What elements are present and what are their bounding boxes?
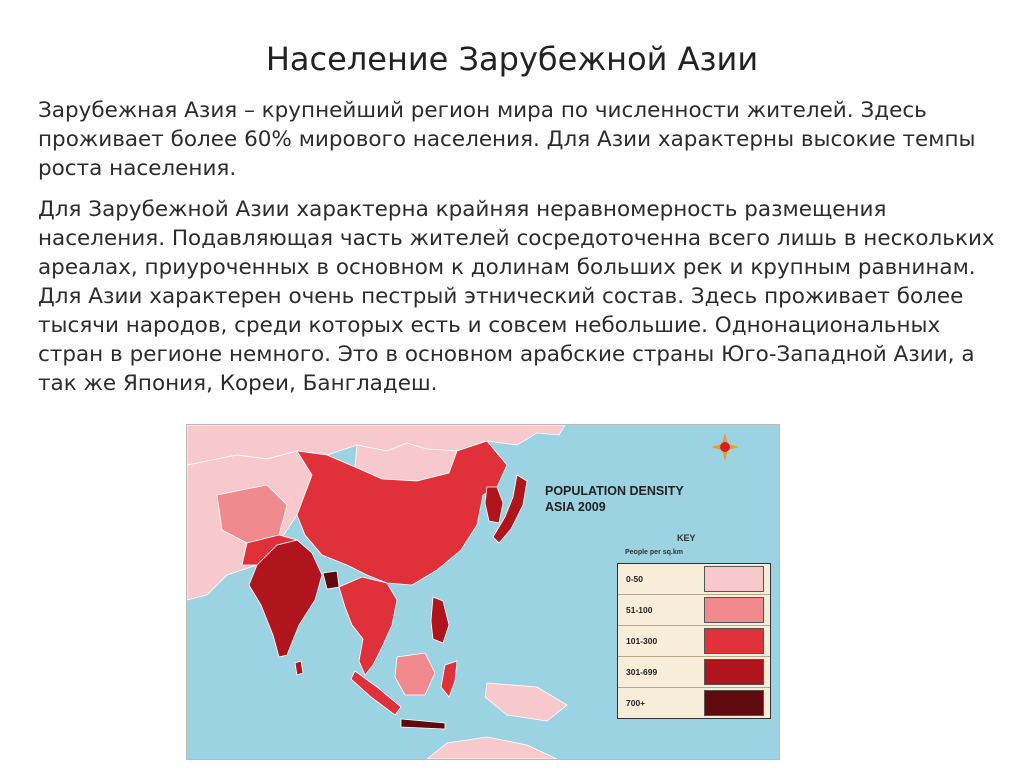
legend-label: 101-300 <box>626 636 658 646</box>
legend-swatch <box>704 659 764 685</box>
key-subtitle: People per sq.km <box>625 549 683 556</box>
slide-text <box>38 96 998 410</box>
compass-icon <box>711 433 739 461</box>
region-borneo <box>395 653 435 695</box>
region-indochina <box>339 577 397 675</box>
legend-row <box>618 595 770 626</box>
legend-label: 51-100 <box>626 605 653 615</box>
legend-swatch <box>704 597 764 623</box>
legend-row <box>618 657 770 688</box>
key-title: KEY <box>677 533 696 543</box>
region-sulawesi <box>441 661 457 697</box>
paragraph-2: Для Зарубежной Азии характерна крайняя неравномерность размещения населения. Подавляющая часть жителей сосредоточенна всего лишь в нескольких ареалах, приуроченных в основном к долинам больших рек и крупным равнинам. Для Азии характерен очень пестрый этнический состав. Здесь проживает более тысячи народов, среди которых есть и совсем небольшие. Однонациональных стран в регионе немного. Это в основном арабские страны Юго-Западной Азии, а так же Япония, Кореи, Бангладеш. <box>38 197 995 396</box>
region-bangladesh <box>323 571 339 589</box>
region-philippines <box>431 597 449 643</box>
legend-label: 700+ <box>626 698 646 708</box>
map-title-line2: ASIA 2009 <box>545 500 606 514</box>
legend-swatch <box>704 566 764 592</box>
legend-row <box>618 564 770 595</box>
legend-swatch <box>704 628 764 654</box>
slide-title: Население Зарубежной Азии <box>265 40 759 78</box>
population-density-map <box>186 424 780 760</box>
region-srilanka <box>295 661 303 675</box>
region-newguinea <box>485 683 567 721</box>
legend-row <box>618 688 770 718</box>
region-australia <box>427 737 557 759</box>
map-title-line1: POPULATION DENSITY <box>545 484 684 498</box>
legend-label: 0-50 <box>626 574 644 584</box>
region-java <box>401 719 445 729</box>
paragraph-1: Зарубежная Азия – крупнейший регион мира по численности жителей. Здесь проживает более 60% мирового населения. Для Азии характерны высокие темпы роста населения. <box>38 98 976 181</box>
legend <box>617 563 771 719</box>
legend-swatch <box>704 690 764 716</box>
legend-label: 301-699 <box>626 667 658 677</box>
map-title <box>545 483 684 515</box>
legend-row <box>618 626 770 657</box>
region-korea <box>485 487 503 523</box>
region-sumatra <box>351 671 401 715</box>
